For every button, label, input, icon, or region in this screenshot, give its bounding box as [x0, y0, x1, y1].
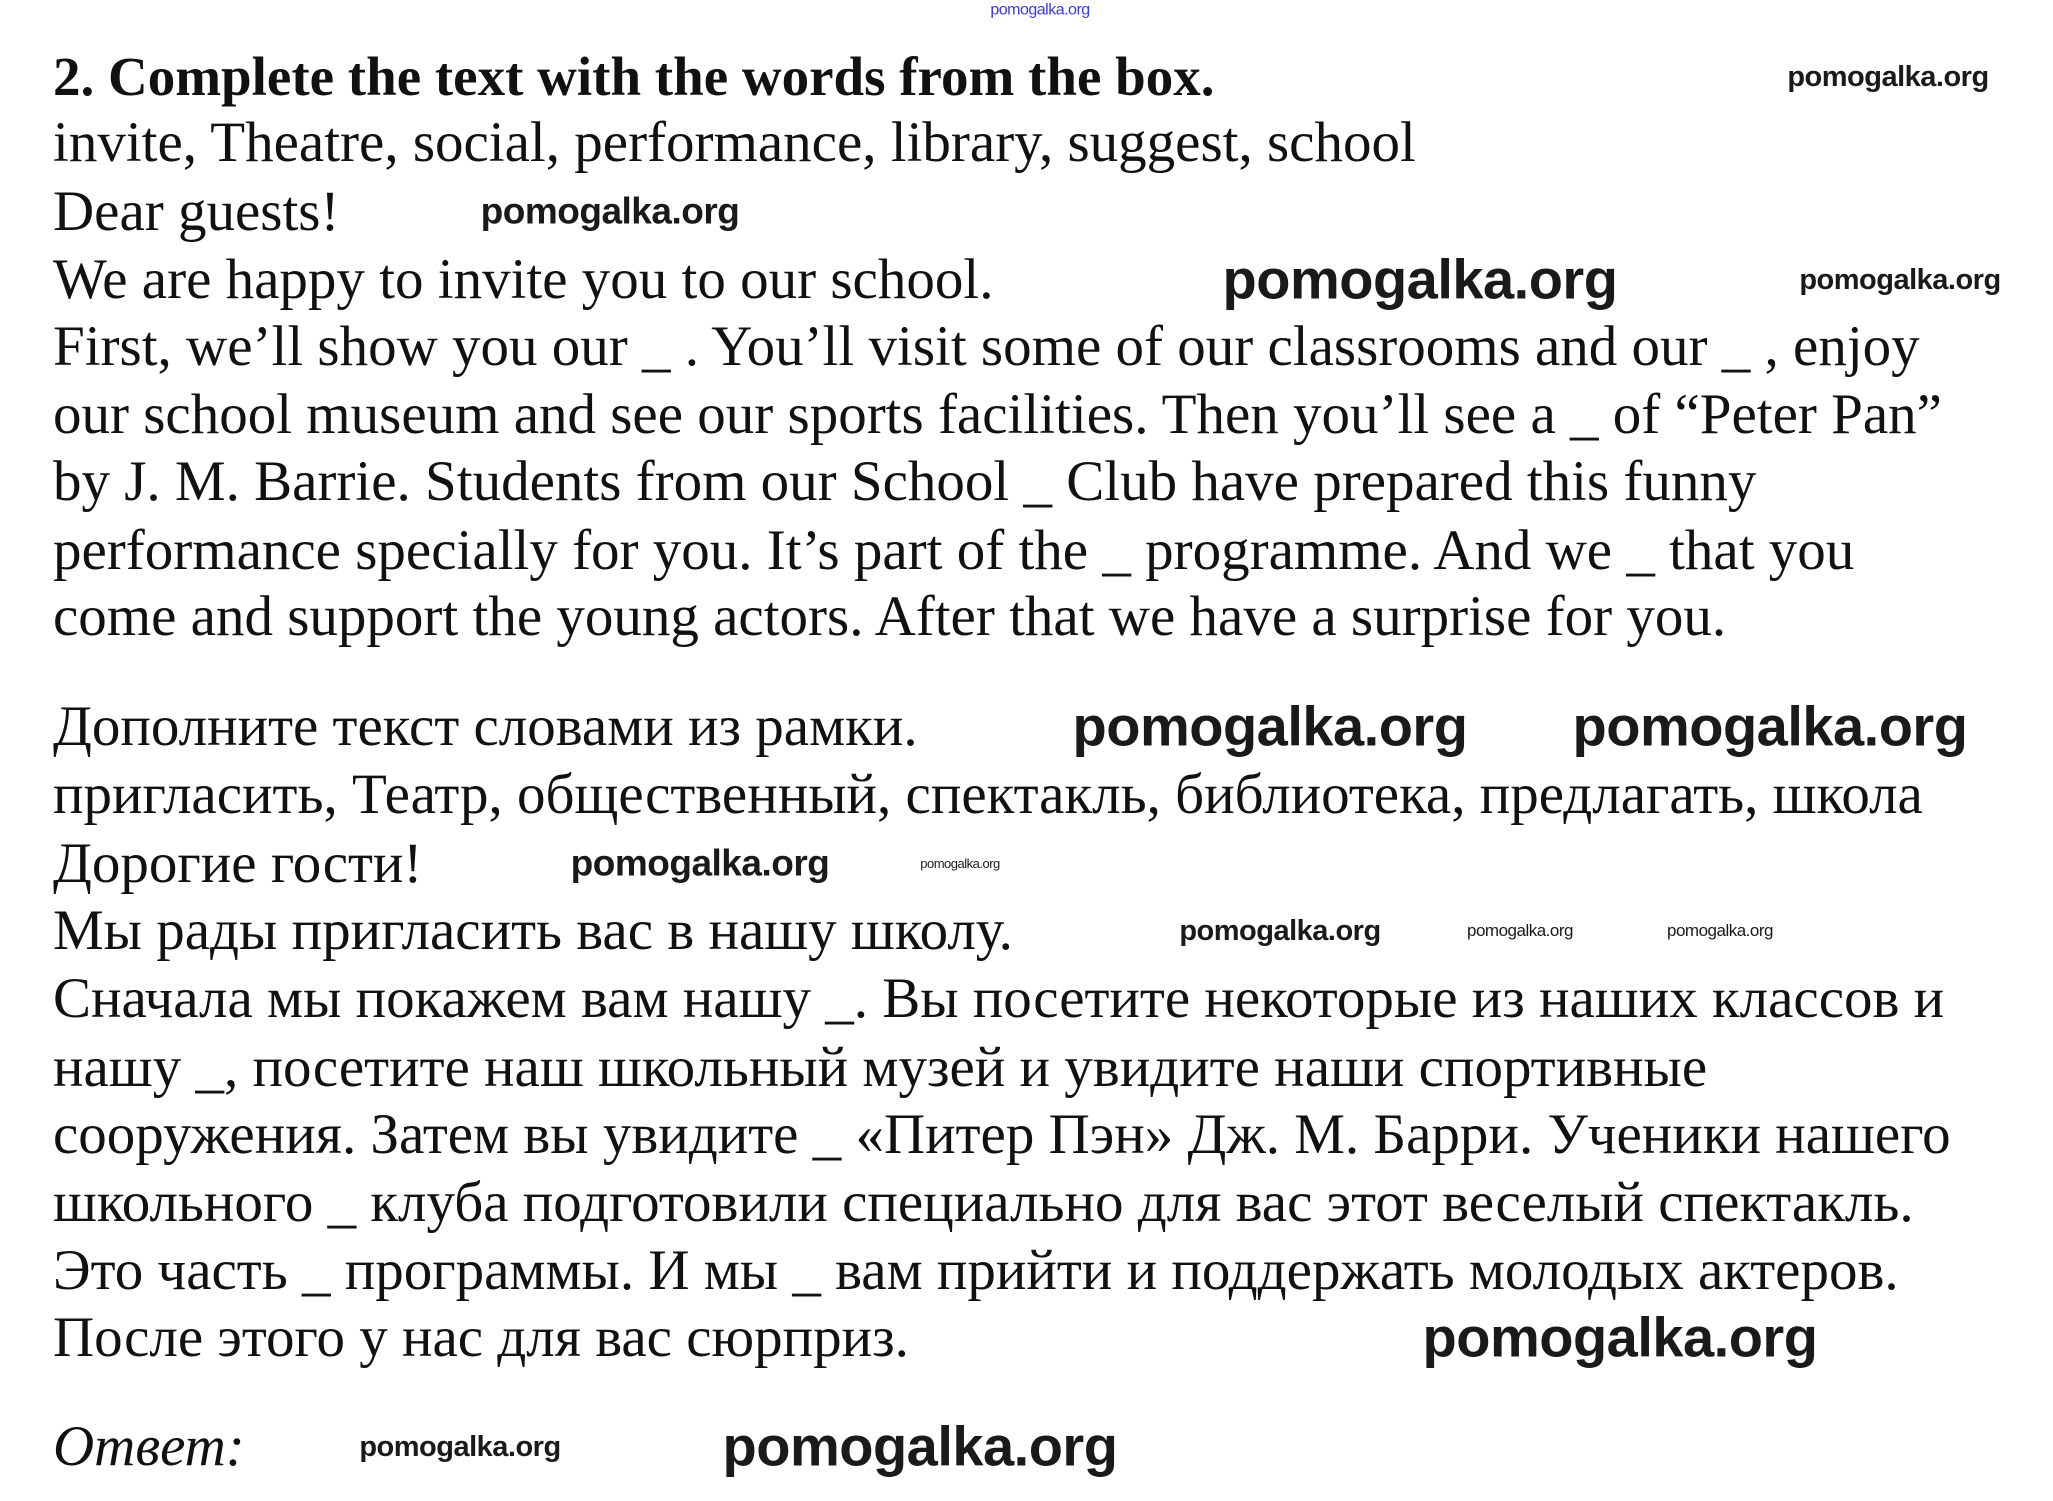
answer-label: Ответ:	[53, 1415, 245, 1478]
translation-line: Это часть _ программы. И мы _ вам прийти и поддержать молодых актеров.	[53, 1239, 1899, 1302]
translation-line: сооружения. Затем вы увидите _ «Питер Пэн» Дж. М. Барри. Ученики нашего	[53, 1103, 1951, 1166]
watermark: pomogalka.org	[920, 856, 1000, 872]
watermark: pomogalka.org	[1667, 921, 1773, 941]
text-line: our school museum and see our sports facilities. Then you’ll see a _ of “Peter Pan”	[53, 383, 1942, 446]
translation-line: Мы рады пригласить вас в нашу школу.	[53, 899, 1013, 962]
watermark: pomogalka.org	[1179, 914, 1381, 947]
translation-word-box: пригласить, Театр, общественный, спектакль, библиотека, предлагать, школа	[53, 763, 1923, 826]
text-line: come and support the young actors. After that we have a surprise for you.	[53, 585, 1727, 648]
watermark: pomogalka.org	[1467, 921, 1573, 941]
watermark: pomogalka.org	[990, 1, 1090, 19]
word-box: invite, Theatre, social, performance, library, suggest, school	[53, 111, 1416, 174]
watermark: pomogalka.org	[722, 1414, 1118, 1478]
watermark: pomogalka.org	[1422, 1305, 1818, 1369]
text-line: We are happy to invite you to our school.	[53, 248, 994, 311]
watermark: pomogalka.org	[1222, 247, 1618, 311]
translation-line: Сначала мы покажем вам нашу _. Вы посетите некоторые из наших классов и	[53, 967, 1945, 1030]
watermark: pomogalka.org	[359, 1430, 561, 1463]
translation-line: нашу _, посетите наш школьный музей и увидите наши спортивные	[53, 1036, 1708, 1099]
text-line: Dear guests!	[53, 180, 340, 243]
text-line: performance specially for you. It’s part of the _ programme. And we _ that you	[53, 519, 1855, 582]
translation-line: После этого у нас для вас сюрприз.	[53, 1306, 909, 1369]
translation-line: школьного _ клуба подготовили специально для вас этот веселый спектакль.	[53, 1171, 1914, 1234]
watermark: pomogalka.org	[1572, 694, 1968, 758]
watermark: pomogalka.org	[1787, 60, 1989, 93]
text-line: by J. M. Barrie. Students from our School _ Club have prepared this funny	[53, 450, 1757, 513]
text-line: First, we’ll show you our _ . You’ll visit some of our classrooms and our _ , enjoy	[53, 315, 1920, 378]
watermark: pomogalka.org	[570, 842, 830, 884]
translation-title: Дополните текст словами из рамки.	[53, 695, 918, 758]
watermark: pomogalka.org	[480, 190, 740, 232]
watermark: pomogalka.org	[1799, 263, 2001, 296]
translation-line: Дорогие гости!	[53, 832, 423, 895]
watermark: pomogalka.org	[1072, 694, 1468, 758]
exercise-title: 2. Complete the text with the words from the box.	[53, 46, 1215, 107]
